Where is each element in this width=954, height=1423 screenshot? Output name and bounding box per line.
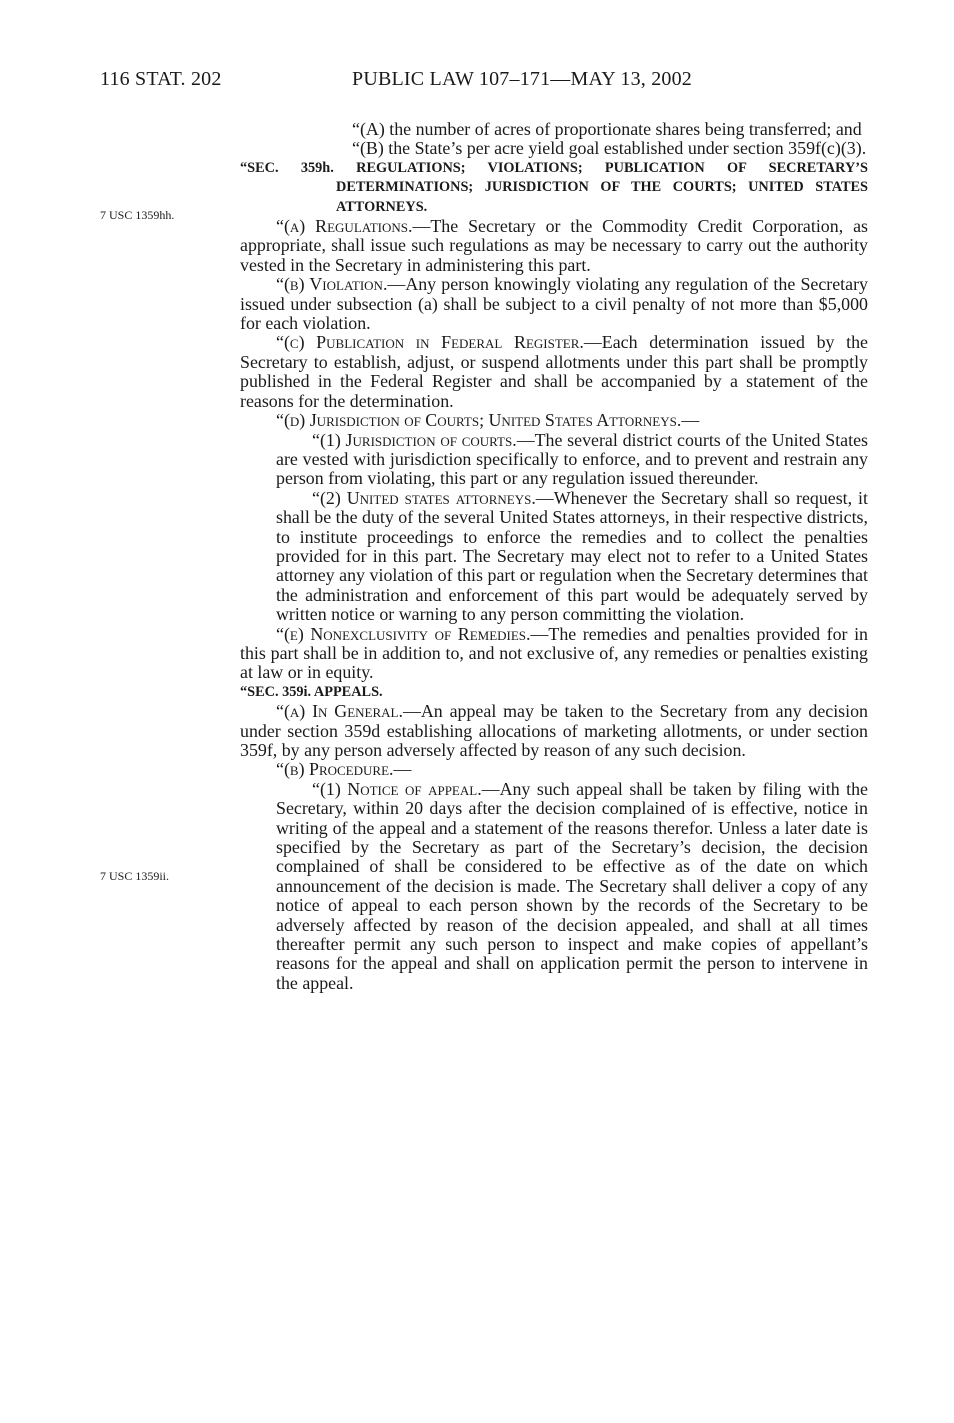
stat-page-number: 116 STAT. 202	[100, 68, 222, 90]
subsection-heading: “(b) Violation.	[276, 274, 388, 295]
subsection-359h-b	[240, 275, 868, 333]
paragraph-359h-d1	[240, 431, 868, 489]
paragraph-text: —The several district courts of the United States are vested with jurisdiction specifically to enforce, and to prevent and restrain any person from violating, this part or any regulation issued thereunder.	[276, 429, 868, 489]
subparagraph-a: “(A) the number of acres of proportionate shares being transferred; and	[352, 119, 862, 139]
subsection-359h-e	[240, 625, 868, 683]
margin-note-1359hh: 7 USC 1359hh.	[100, 208, 175, 222]
subsection-heading: “(c) Publication in Federal Register.	[276, 332, 584, 353]
subsection-heading: “(d) Jurisdiction of Courts; United States Attorneys.	[276, 410, 682, 431]
subsection-text: —The Secretary or the Commodity Credit Corporation, as appropriate, shall issue such regulations as may be necessary to carry out the authority vested in the Secretary in administering this part.	[240, 216, 868, 275]
subsection-359i-b	[240, 760, 868, 779]
subsection-359h-a	[240, 217, 868, 275]
subsection-359h-d	[240, 411, 868, 430]
paragraph-text: —Whenever the Secretary shall so request, it shall be the duty of the several United States attorneys, in their respective districts, to institute proceedings to enforce the remedies and to collect the penalties provided for in this part. The Secretary may elect not to refer to a United States attorney any violation of this part or regulation when the Secretary determines that the administration and enforcement of this part would be adequately served by written notice or warning to any person committing the violation.	[276, 487, 869, 625]
margin-note-1359ii: 7 USC 1359ii.	[100, 869, 170, 883]
subsection-text: —The remedies and penalties provided for in this part shall be in addition to, and not exclusive of, any remedies or penalties existing at law or in equity.	[240, 623, 868, 683]
subsection-heading: “(a) In General.	[276, 701, 403, 722]
subsection-text: —An appeal may be taken to the Secretary from any decision under section 359d establishing allocations of marketing allotments, or under section 359f, by any person adversely affected by reason of any such decision.	[240, 701, 868, 760]
subparagraphs-block	[240, 120, 868, 159]
paragraph-359h-d2	[240, 489, 868, 625]
paragraph-text: —Any such appeal shall be taken by filing with the Secretary, within 20 days after the decision complained of is effective, notice in writing of the appeal and a statement of the reasons therefor. Unless a later date is specified by the Secretary as part of the Secretary’s decision, the decision complained of shall be considered to be effective as of the date on which announcement of the decision is made. The Secretary shall deliver a copy of any notice of appeal to each person shown by the records of the Secretary to be adversely affected by reason of the decision appealed, and shall at all times thereafter permit any such person to inspect and make copies of appellant’s reasons for the appeal and shall on application permit the person to intervene in the appeal.	[276, 778, 868, 993]
subsection-heading: “(e) Nonexclusivity of Remedies.	[276, 623, 531, 644]
subsection-text: —Each determination issued by the Secretary to establish, adjust, or suspend allotments under this part shall be promptly published in the Federal Register and shall be accompanied by a statement of the reasons for the determination.	[240, 332, 868, 411]
subparagraph-b: “(B) the State’s per acre yield goal established under section 359f(c)(3).	[352, 138, 867, 159]
paragraph-359i-b1	[240, 780, 868, 993]
paragraph-heading: “(1) Jurisdiction of courts.	[312, 429, 517, 450]
subsection-359h-c	[240, 333, 868, 411]
section-359i-heading: “SEC. 359i. APPEALS.	[240, 683, 383, 700]
subsection-dash: —	[393, 759, 412, 780]
subsection-359i-a	[240, 702, 868, 760]
subsection-heading: “(a) Regulations.	[276, 216, 413, 237]
document-body	[240, 120, 868, 993]
paragraph-heading: “(1) Notice of appeal.	[312, 778, 482, 799]
subsection-text: —Any person knowingly violating any regulation of the Secretary issued under subsection (a) shall be subject to a civil penalty of not more than $5,000 for each violation.	[240, 274, 868, 334]
subsection-heading: “(b) Procedure.	[276, 759, 394, 780]
subsection-dash: —	[681, 410, 700, 431]
section-359h-heading: “SEC. 359h. REGULATIONS; VIOLATIONS; PUBLICATION OF SECRETARY’S DETERMINATIONS; JURISDICTION OF THE COURTS; UNITED STATES ATTORNEYS.	[240, 159, 868, 215]
running-head: PUBLIC LAW 107–171—MAY 13, 2002	[352, 68, 692, 90]
page-header	[100, 68, 854, 94]
paragraph-heading: “(2) United states attorneys.	[312, 487, 536, 508]
